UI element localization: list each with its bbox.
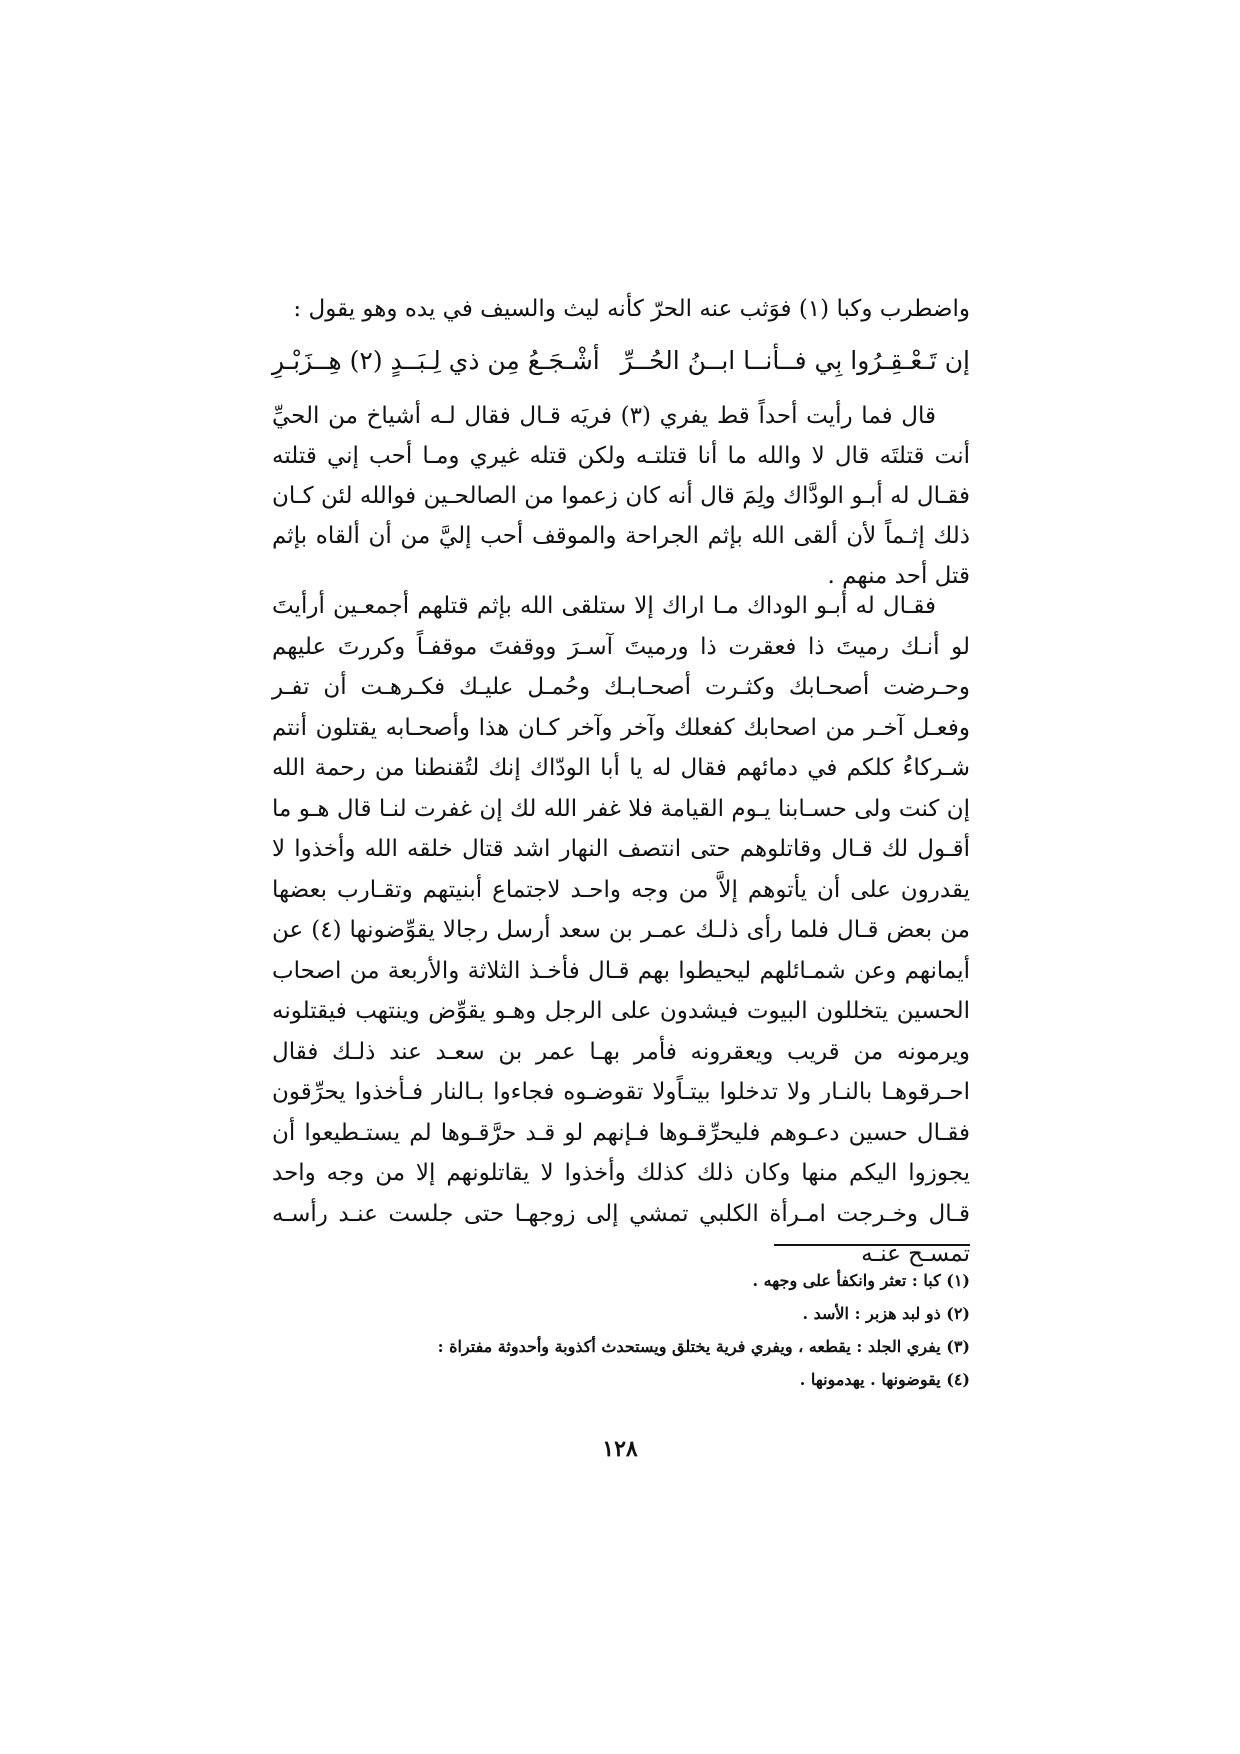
footnote-2: (٢) ذو لبد هزبر : الأسد .: [802, 1304, 970, 1323]
intro-line: واضطرب وكبا (١) فوَثب عنه الحرّ كأنه ليث والسيف في يده وهو يقول :: [293, 296, 970, 322]
verse-first-hemistich: إن تَـعْـقِـرُوا بِي فــأنــا ابــنُ الحُــرِّ: [620, 346, 970, 375]
footnote-1: (١) كبا : تعثر وانكفأ على وجهه .: [752, 1271, 970, 1290]
footnotes: [272, 1264, 970, 1396]
verse-second-hemistich: أشْـجَـعُ مِن ذي لِـبَــدٍ (٢) هِــزَبْـرِ: [272, 346, 600, 375]
page-number: ١٢٨: [602, 1436, 638, 1462]
footnote-separator: [774, 1244, 970, 1246]
poem-verse: [272, 338, 970, 384]
paragraph-1: قال فما رأيت أحداً قط يفري (٣) فريَه قـال فقال لـه أشياخ من الحيِّ أنت قتلتَه قال لا والله ما أنا قتلتـه ولكن قتله غيري ومـا أحب إني قتلته فقـال له أبـو الودَّاك ولِمَ قال أنه كان زعموا من الصالحـين فوالله لئن كـان ذلك إثـماً لأن ألقى الله بإثم الجراحة والموقف أحب إليَّ من أن ألقاه بإثم قتل أحد منهم .: [272, 403, 970, 589]
footnote-4: (٤) يقوضونها . يهدمونها .: [799, 1370, 970, 1389]
paragraph-2: فقـال له أبـو الوداك مـا اراك إلا ستلقى الله بإثم قتلهم أجمعـين أرأيتَ لو أنـك رميتَ ذا فعقرت ذا ورميتَ آسـرَ ووقفتَ موقفـاً وكررتَ عليهم وحـرضت أصحـابك وكثـرت أصحـابـك وحُمـل عليـك فكـرهـت أن تفـر وفعـل آخـر من اصحابك كفعلك وآخر وآخر كـان هذا وأصحـابه يقتلون أنتم شـركاءُ كلكم في دمائهم فقال له يا أبا الودّاك إنك لتُقنطنا من رحمة الله إن كنت ولى حسـابنا يـوم القيامة فلا غفر الله لك إن غفرت لنـا قال هـو ما أقـول لك قـال وقاتلوهم حتى انتصف النهار اشد قتال خلقه الله وأخذوا لا يقدرون على أن يأتوهم إلاَّ من وجه واحـد لاجتماع أبنيتهم وتقـارب بعضها من بعض قـال فلما رأى ذلـك عمـر بن سعد أرسل رجالا يقوِّضونها (٤) عن أيمانهم وعن شمـائلهم ليحيطوا بهم قـال فأخـذ الثلاثة والأربعة من اصحاب الحسين يتخللون البيوت فيشدون على الرجل وهـو يقوِّض وينتهب فيقتلونه ويرمونه من قريب ويعقرونه فأمر بهـا عمر بن سعـد عند ذلـك فقال احـرقوهـا بالنـار ولا تدخلوا بيتـاًولا تقوضـوه فجاءوا بـالنار فـأخذوا يحرِّقون فقـال حسين دعـوهم فليحرِّقـوها فـإنهم لو قـد حرَّقـوها لم يستـطيعوا أن يجوزوا اليكم منها وكان ذلك كذلك وأخذوا لا يقاتلونهم إلا من وجه واحد قـال وخـرجت امـرأة الكلبي تمشي إلى زوجهـا حتى جلست عنـد رأسـه تمسـح عنـه: [272, 593, 970, 1267]
footnote-3: (٣) يفري الجلد : يقطعه ، ويفري فرية يختلق ويستحدث أكذوبة وأحدوثة مفتراة :: [437, 1337, 970, 1356]
